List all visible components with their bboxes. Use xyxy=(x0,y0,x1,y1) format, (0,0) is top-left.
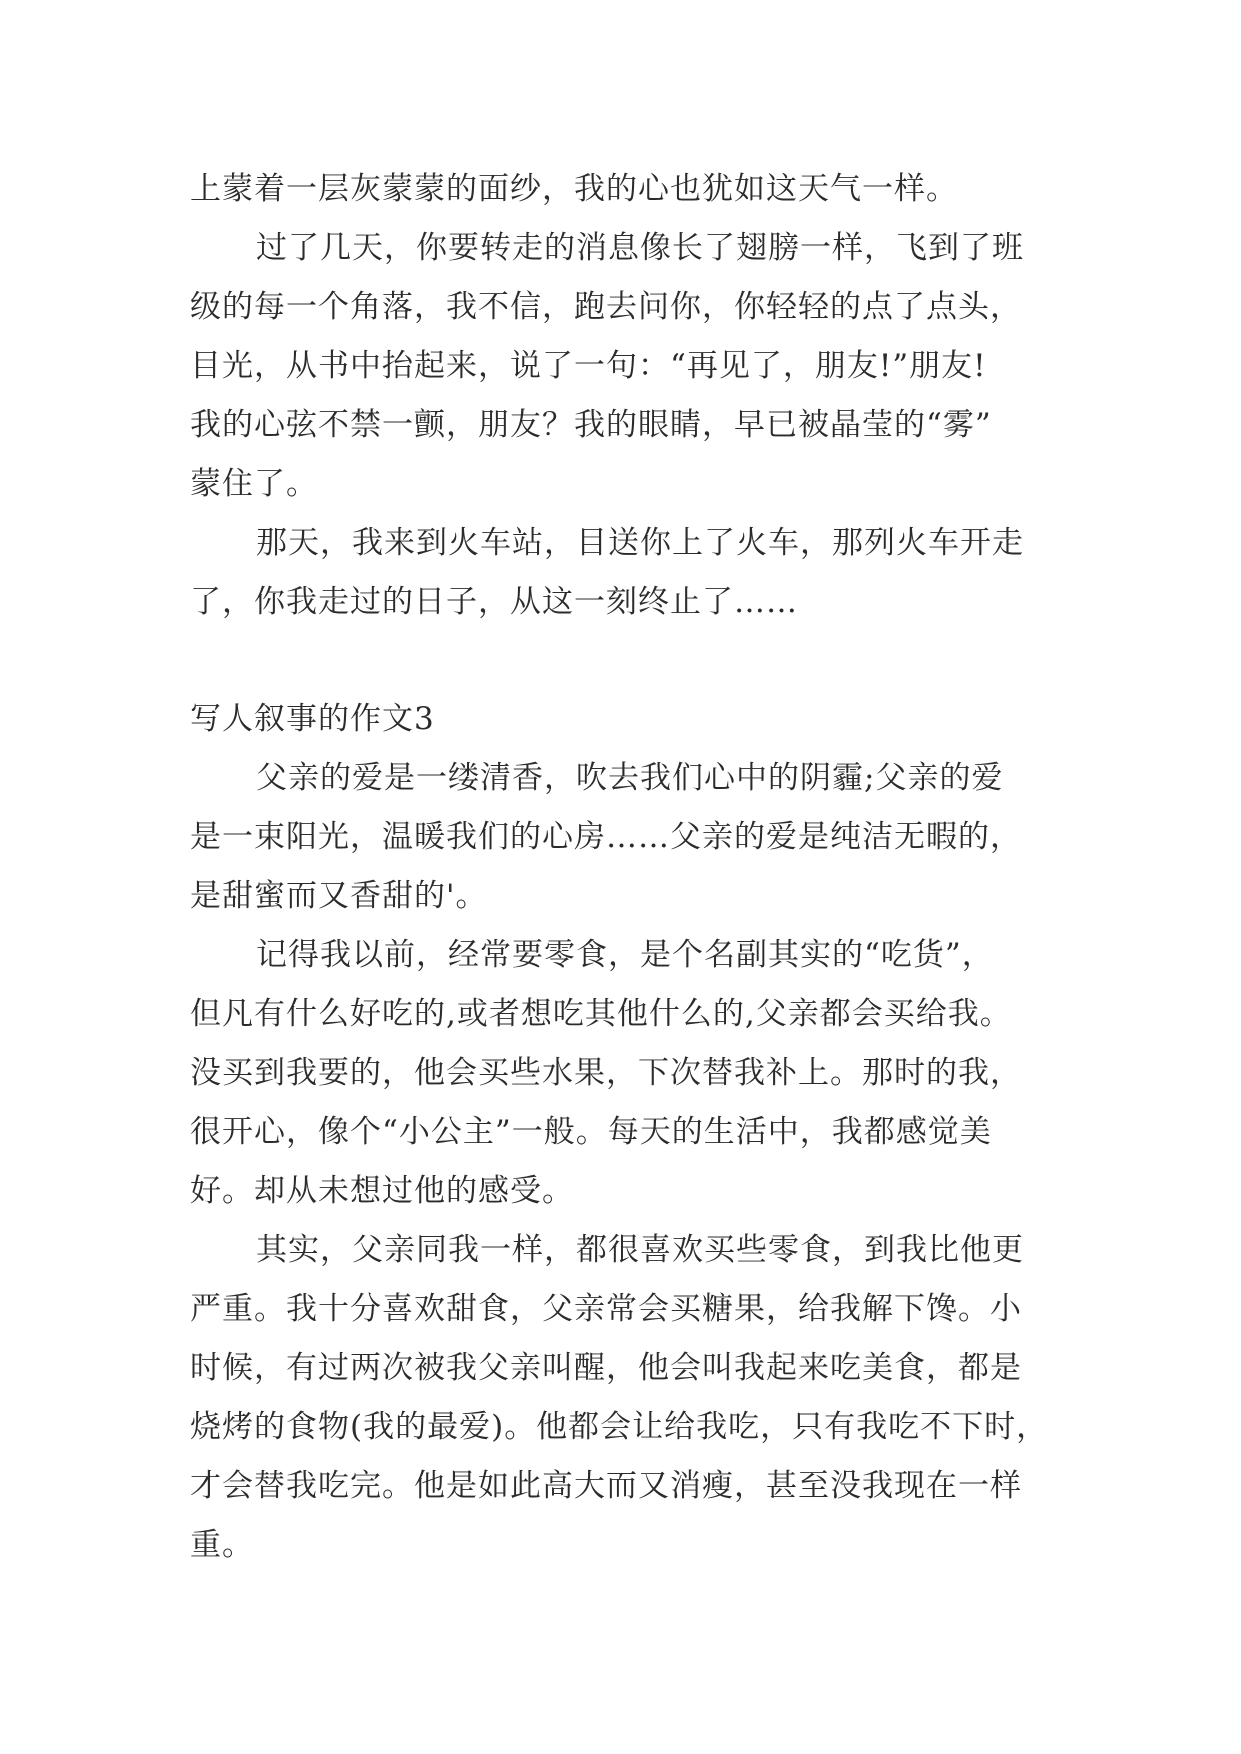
text-line: 重。 xyxy=(190,1527,254,1563)
text-line: 级的每一个角落，我不信，跑去问你，你轻轻的点了点头， xyxy=(190,289,1022,325)
paragraph-snacks-memory xyxy=(190,926,1052,1221)
text-line: 是一束阳光，温暖我们的心房……父亲的爱是纯洁无暇的， xyxy=(190,819,1022,855)
text-line: 蒙住了。 xyxy=(190,466,318,502)
text-line: 过了几天，你要转走的消息像长了翅膀一样，飞到了班 xyxy=(256,230,1024,266)
paragraph-train-station xyxy=(190,514,1052,632)
text-line: 严重。我十分喜欢甜食，父亲常会买糖果，给我解下馋。小 xyxy=(190,1291,1022,1327)
paragraph-father-sacrifice xyxy=(190,1221,1052,1575)
text-line: 没买到我要的，他会买些水果，下次替我补上。那时的我， xyxy=(190,1055,1022,1091)
text-line: 是甜蜜而又香甜的'。 xyxy=(190,878,488,914)
text-line: 那天，我来到火车站，目送你上了火车，那列火车开走 xyxy=(256,525,1024,561)
text-line: 但凡有什么好吃的,或者想吃其他什么的,父亲都会买给我。 xyxy=(190,996,1012,1032)
essay-heading: 写人叙事的作文3 xyxy=(190,701,435,737)
text-line: 烧烤的食物(我的最爱)。他都会让给我吃，只有我吃不下时， xyxy=(190,1409,1049,1445)
text-line: 记得我以前，经常要零食，是个名副其实的“吃货”， xyxy=(256,937,994,973)
text-line: 了，你我走过的日子，从这一刻终止了…… xyxy=(190,584,798,620)
text-line: 时候，有过两次被我父亲叫醒，他会叫我起来吃美食，都是 xyxy=(190,1350,1022,1386)
text-line: 好。却从未想过他的感受。 xyxy=(190,1173,574,1209)
paragraph-father-love xyxy=(190,749,1052,926)
text-line: 我的心弦不禁一颤，朋友？我的眼睛，早已被晶莹的“雾” xyxy=(190,407,992,443)
text-line: 父亲的爱是一缕清香，吹去我们心中的阴霾;父亲的爱 xyxy=(256,760,1004,796)
paragraph-friend-leaving xyxy=(190,219,1052,514)
document-page xyxy=(190,160,1052,1575)
section-gap xyxy=(190,632,1052,690)
paragraph-weather-ending xyxy=(190,160,1052,219)
text-line: 其实，父亲同我一样，都很喜欢买些零食，到我比他更 xyxy=(256,1232,1024,1268)
text-line: 目光，从书中抬起来，说了一句：“再见了，朋友!”朋友! xyxy=(190,348,987,384)
text-line: 上蒙着一层灰蒙蒙的面纱，我的心也犹如这天气一样。 xyxy=(190,171,958,207)
text-line: 才会替我吃完。他是如此高大而又消瘦，甚至没我现在一样 xyxy=(190,1468,1022,1504)
text-line: 很开心，像个“小公主”一般。每天的生活中，我都感觉美 xyxy=(190,1114,992,1150)
